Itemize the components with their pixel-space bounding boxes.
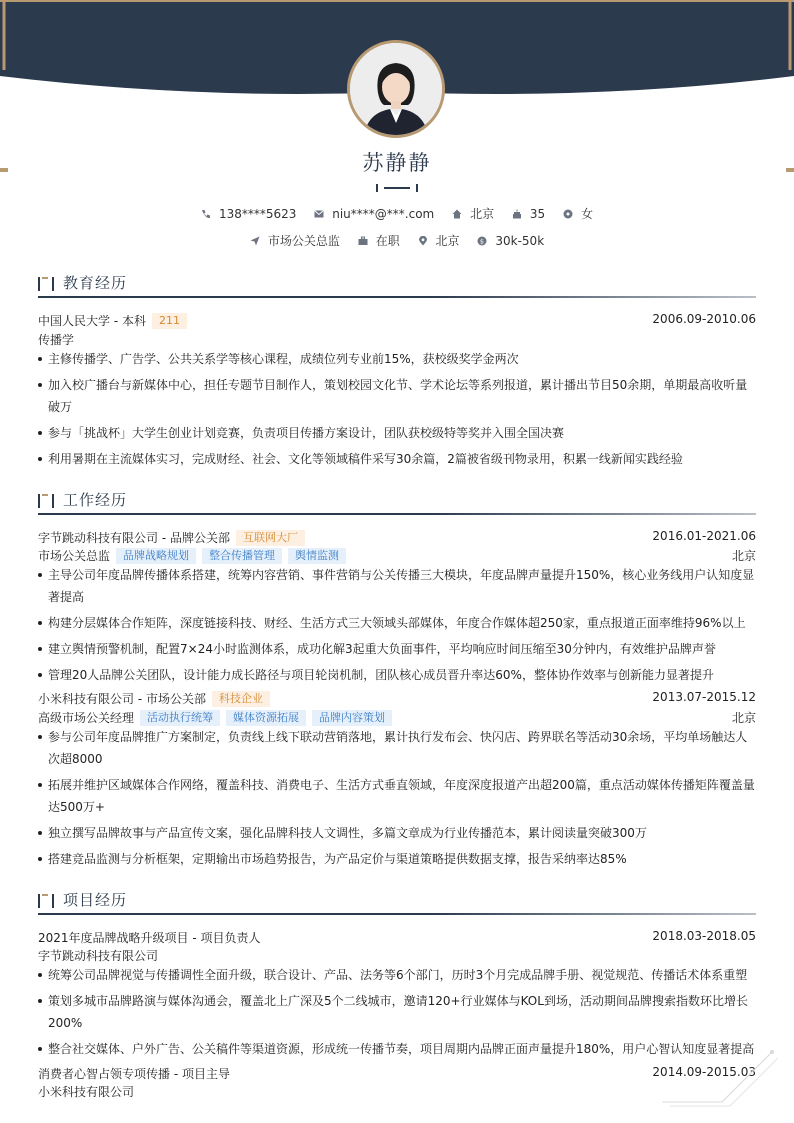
list-item: 统筹公司品牌视觉与传播调性全面升级，联合设计、产品、法务等6个部门，历时3个月完成品牌手册、视觉规范、传播话术体系重塑 (38, 964, 756, 986)
project-name: 2021年度品牌战略升级项目 - 项目负责人 (38, 931, 261, 945)
section-mark-icon (38, 277, 54, 291)
list-item: 整合社交媒体、户外广告、公关稿件等渠道资源，形成统一传播节奏，项目周期内品牌正面声量提升180%，用户心智认知度显著提高 (38, 1038, 756, 1060)
project-date: 2018.03-2018.05 (652, 929, 756, 943)
company-tag: 互联网大厂 (236, 530, 305, 546)
education-major-row (38, 331, 756, 349)
briefcase-icon (358, 236, 368, 246)
job-header (38, 529, 756, 547)
project-org-row (38, 947, 756, 965)
phone-item: 138****5623 (201, 207, 296, 221)
candidate-name: 苏静静 (362, 151, 432, 175)
city-item: 北京 (418, 232, 460, 249)
section-divider (38, 296, 756, 298)
avatar (347, 40, 445, 138)
skill-tag: 品牌战略规划 (116, 548, 196, 564)
company-name: 字节跳动科技有限公司 - 品牌公关部 (38, 531, 230, 545)
list-item: 管理20人品牌公关团队，设计能力成长路径与项目轮岗机制，团队核心成员晋升率达60%，整体协作效率与创新能力显著提升 (38, 664, 756, 686)
phone-icon (201, 209, 211, 219)
job-role: 高级市场公关经理 (38, 711, 135, 725)
job-city: 北京 (731, 549, 756, 563)
name-divider (376, 183, 418, 193)
section-divider (38, 513, 756, 515)
send-icon (250, 236, 260, 246)
job-date: 2016.01-2021.06 (652, 529, 756, 543)
project-org: 字节跳动科技有限公司 (38, 949, 159, 963)
skill-tag: 品牌内容策划 (312, 710, 392, 726)
major: 传播学 (38, 333, 75, 347)
education-date: 2006.09-2010.06 (652, 312, 756, 326)
job-header (38, 690, 756, 708)
skill-tag: 活动执行统筹 (140, 710, 220, 726)
list-item: 加入校广播台与新媒体中心，担任专题节目制作人，策划校园文化节、学术论坛等系列报道，累计播出节目50余期，单期最高收听量破万 (38, 374, 756, 418)
list-item: 主修传播学、广告学、公共关系学等核心课程，成绩位列专业前15%，获校级奖学金两次 (38, 348, 756, 370)
section-mark-icon (38, 894, 54, 908)
project-name: 消费者心智占领专项传播 - 项目主导 (38, 1067, 230, 1081)
education-header (38, 312, 756, 330)
salary-item: $ 30k-50k (477, 234, 544, 248)
section-divider (38, 913, 756, 915)
project-org-row (38, 1083, 756, 1101)
project-header (38, 1065, 756, 1083)
section-title: 项目经历 (63, 891, 128, 909)
list-item: 策划多城市品牌路演与媒体沟通会，覆盖北上广深及5个二线城市，邀请120+行业媒体与KOL到场，活动期间品牌搜索指数环比增长200% (38, 990, 756, 1034)
email-item: niu****@***.com (314, 207, 434, 221)
list-item: 拓展并维护区域媒体合作网络，覆盖科技、消费电子、生活方式垂直领域，年度深度报道产出超200篇，重点活动媒体传播矩阵覆盖量达500万+ (38, 774, 756, 818)
gender-item: 女 (563, 205, 593, 222)
contact-row-1 (0, 205, 794, 222)
section-projects (38, 887, 756, 913)
section-title: 工作经历 (63, 491, 128, 509)
list-item: 参与公司年度品牌推广方案制定，负责线上线下联动营销落地，累计执行发布会、快闪店、跨界联名等活动30余场，平均单场触达人次超8000 (38, 726, 756, 770)
list-item: 搭建竞品监测与分析框架，定期输出市场趋势报告，为产品定价与渠道策略提供数据支撑，报告采纳率达85% (38, 848, 756, 870)
skill-tag: 整合传播管理 (202, 548, 282, 564)
location-icon (418, 236, 428, 246)
cake-icon (512, 209, 522, 219)
project-org: 小米科技有限公司 (38, 1085, 135, 1099)
hometown-item: 北京 (452, 205, 494, 222)
project-date: 2014.09-2015.03 (652, 1065, 756, 1079)
age-item: 35 (512, 207, 545, 221)
list-item: 独立撰写品牌故事与产品宣传文案，强化品牌科技人文调性，多篇文章成为行业传播范本，累计阅读量突破300万 (38, 822, 756, 844)
list-item: 利用暑期在主流媒体实习，完成财经、社会、文化等领域稿件采写30余篇，2篇被省级刊物录用，积累一线新闻实践经验 (38, 448, 756, 470)
section-title: 教育经历 (63, 274, 128, 292)
list-item: 构建分层媒体合作矩阵，深度链接科技、财经、生活方式三大领域头部媒体，年度合作媒体超250家，重点报道正面率维持96%以上 (38, 612, 756, 634)
school-tag: 211 (152, 313, 187, 329)
portrait-image (350, 43, 442, 135)
list-item: 建立舆情预警机制，配置7×24小时监测体系，成功化解3起重大负面事件，平均响应时间压缩至30分钟内，有效维护品牌声誉 (38, 638, 756, 660)
gender-icon (563, 209, 573, 219)
job-role: 市场公关总监 (38, 549, 111, 563)
status-item: 在职 (358, 232, 400, 249)
corner-decoration (660, 1048, 780, 1108)
list-item: 主导公司年度品牌传播体系搭建，统筹内容营销、事件营销与公关传播三大模块，年度品牌声量提升150%，核心业务线用户认知度显著提高 (38, 564, 756, 608)
section-work (38, 487, 756, 513)
company-tag: 科技企业 (212, 691, 270, 707)
job-date: 2013.07-2015.12 (652, 690, 756, 704)
project-header (38, 929, 756, 947)
list-item: 参与「挑战杯」大学生创业计划竞赛，负责项目传播方案设计，团队获校级特等奖并入围全国决赛 (38, 422, 756, 444)
skill-tag: 媒体资源拓展 (226, 710, 306, 726)
job-role-row (38, 709, 756, 727)
skill-tag: 舆情监测 (288, 548, 346, 564)
contact-row-2 (0, 232, 794, 249)
company-name: 小米科技有限公司 - 市场公关部 (38, 692, 206, 706)
job-role-row (38, 547, 756, 565)
job-city: 北京 (731, 711, 756, 725)
money-icon (477, 236, 487, 246)
section-education (38, 270, 756, 296)
svg-text:$: $ (480, 237, 485, 246)
position-item: 市场公关总监 (250, 232, 340, 249)
section-mark-icon (38, 494, 54, 508)
home-icon (452, 209, 462, 219)
mail-icon (314, 209, 324, 219)
school-name: 中国人民大学 - 本科 (38, 314, 146, 328)
